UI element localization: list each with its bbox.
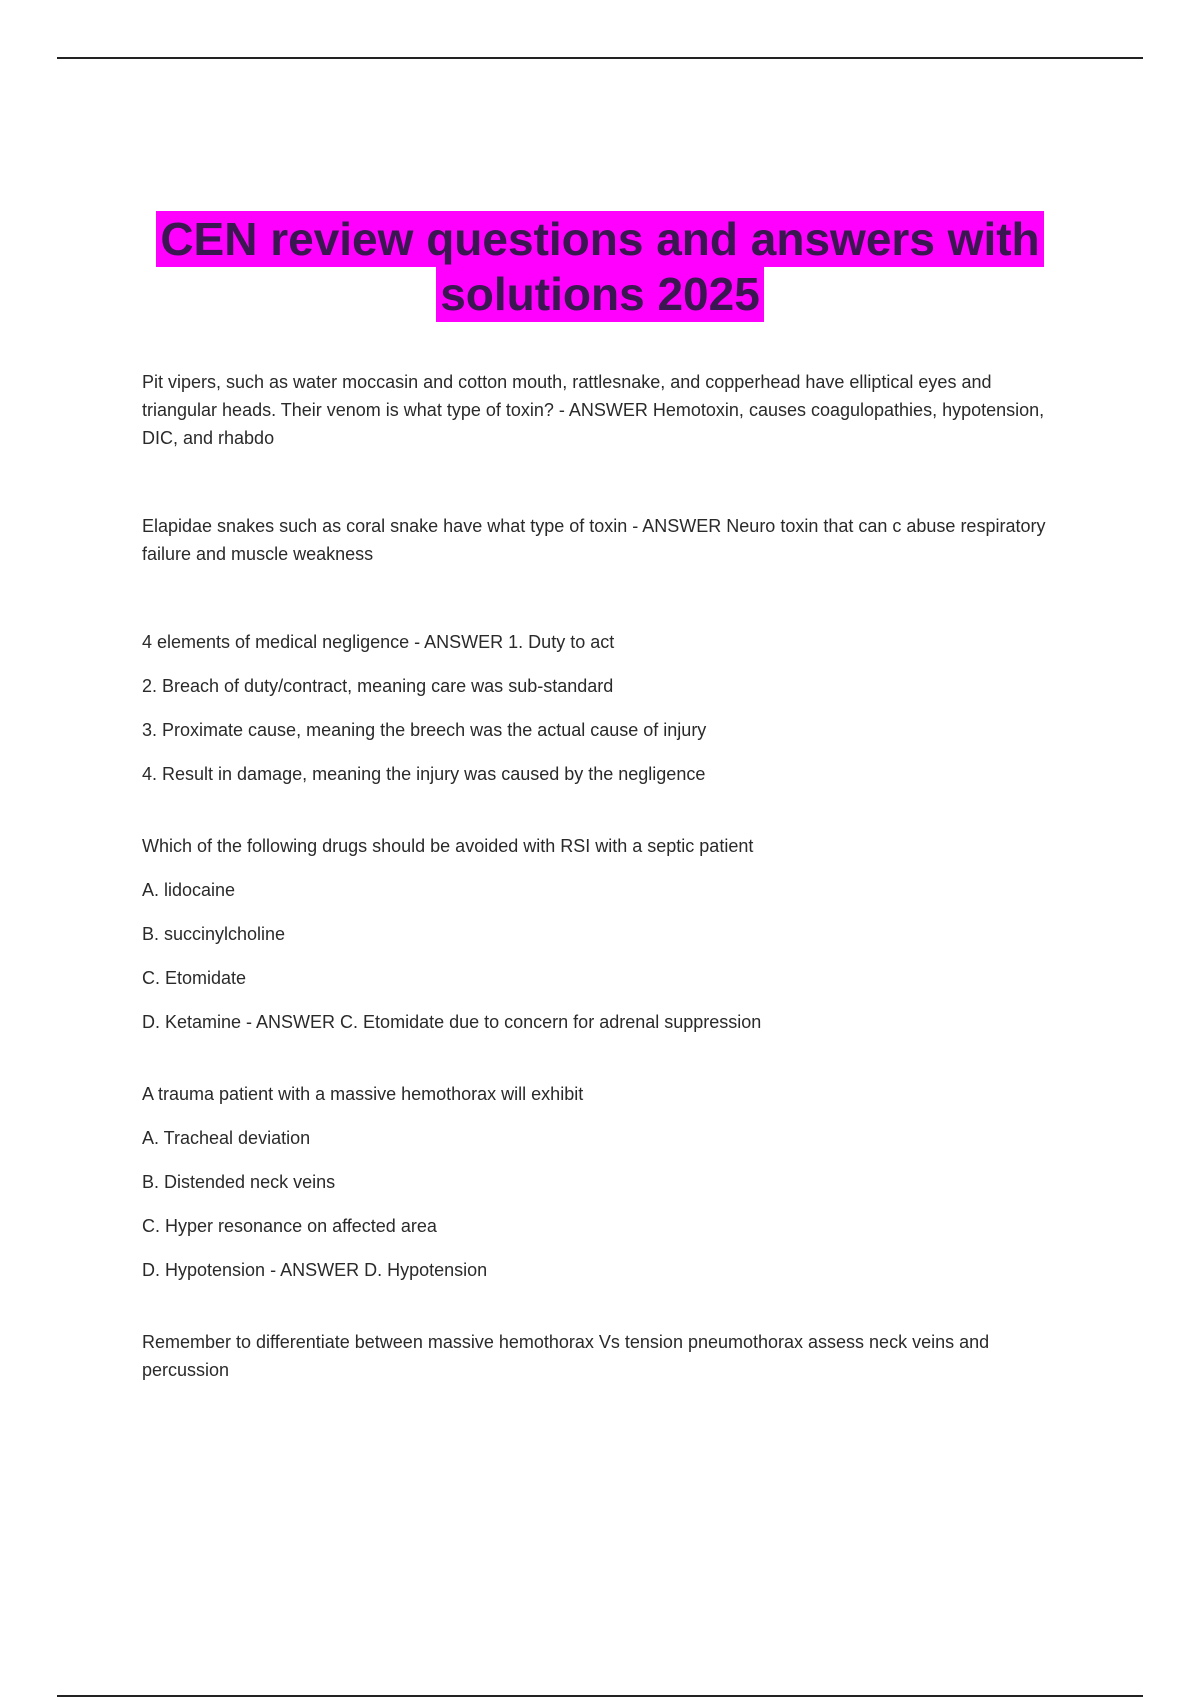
qa-line: B. succinylcholine [142,924,286,944]
qa-line: C. Hyper resonance on affected area [142,1216,437,1236]
qa-line: Which of the following drugs should be avoided with RSI with a septic patient [142,836,754,856]
bottom-rule [57,1695,1143,1697]
qa-line: D. Ketamine - ANSWER C. Etomidate due to concern for adrenal suppression [142,1012,762,1032]
qa-line: C. Etomidate [142,968,247,988]
qa-line: 4. Result in damage, meaning the injury was caused by the negligence [142,764,706,784]
qa-line: A trauma patient with a massive hemothorax will exhibit [142,1084,584,1104]
qa-item-pit-vipers: Pit vipers, such as water moccasin and cotton mouth, rattlesnake, and copperhead have elliptical eyes and triangular heads. Their venom is what type of toxin? - ANSWER Hemotoxin, causes coagulopathies, hypotension, DIC, and rhabdo [142,372,1045,448]
top-rule [57,57,1143,59]
qa-line: B. Distended neck veins [142,1172,336,1192]
qa-item-hemothorax [142,1080,1062,1284]
qa-line: 2. Breach of duty/contract, meaning care was sub-standard [142,676,614,696]
qa-item-rsi-septic [142,832,1062,1036]
qa-line: A. lidocaine [142,880,236,900]
qa-item-elapidae: Elapidae snakes such as coral snake have what type of toxin - ANSWER Neuro toxin that can c abuse respiratory failure and muscle weakness [142,516,1046,564]
title-line-2: solutions 2025 [436,266,764,322]
qa-item-remember-note: Remember to differentiate between massive hemothorax Vs tension pneumothorax assess neck veins and percussion [142,1332,990,1380]
title-line-1: CEN review questions and answers with [156,211,1043,267]
qa-line: 4 elements of medical negligence - ANSWER 1. Duty to act [142,632,615,652]
qa-line: 3. Proximate cause, meaning the breech was the actual cause of injury [142,720,707,740]
qa-line: D. Hypotension - ANSWER D. Hypotension [142,1260,488,1280]
qa-line: A. Tracheal deviation [142,1128,311,1148]
qa-item-negligence [142,628,1062,788]
document-title [100,212,1100,322]
document-body [142,368,1062,1384]
